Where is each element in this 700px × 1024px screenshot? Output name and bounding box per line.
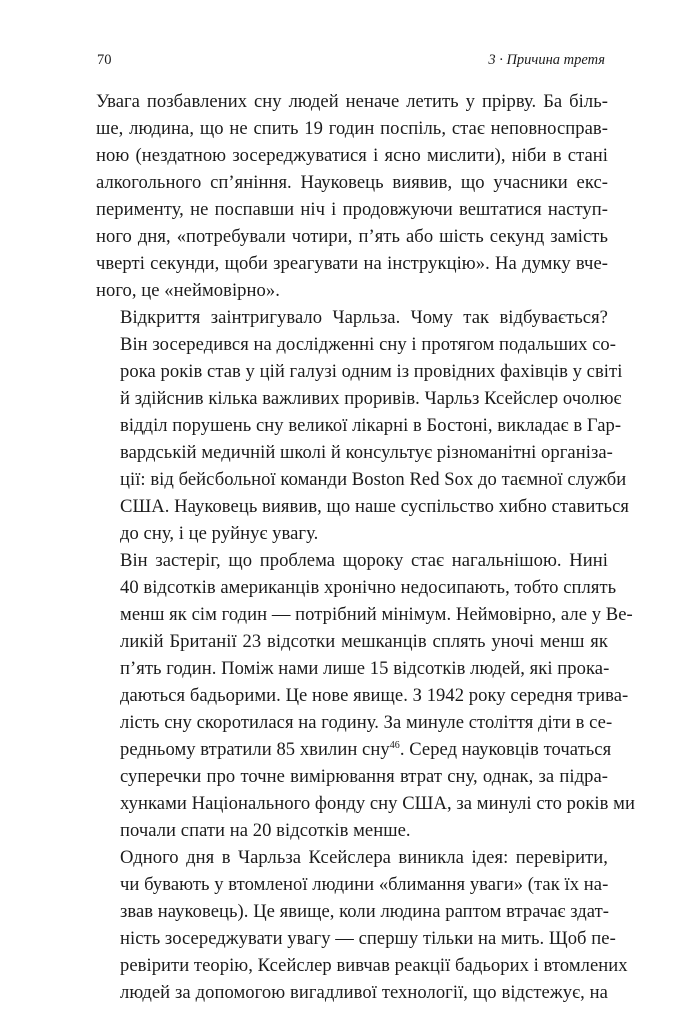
body-text <box>96 88 635 1006</box>
text-line: чверті секунди, щоби зреагувати на інструкцію». На думку вче- <box>96 253 608 274</box>
text-line: менш як сім годин — потрібний мінімум. Неймовірно, але у Ве- <box>120 604 633 625</box>
text-line: ність зосереджувати увагу — спершу тільки на мить. Щоб пе- <box>120 928 616 949</box>
text-line: ше, людина, що не спить 19 годин поспіль, стає неповносправ- <box>96 118 608 139</box>
text-line: ревірити теорію, Ксейслер вивчав реакції бадьорих і втомлених <box>120 955 628 976</box>
text-line: Він застеріг, що проблема щороку стає нагальнішою. Нині <box>120 550 608 571</box>
text-line: перименту, не поспавши ніч і продовжуючи вештатися наступ- <box>96 199 608 220</box>
text-line: звав науковець). Це явище, коли людина раптом втрачає здат- <box>120 901 610 922</box>
text-line: алкогольного сп’яніння. Науковець виявив, що учасники екс- <box>96 172 608 193</box>
text-line: лість сну скоротилася на годину. За минуле століття діти в се- <box>120 712 613 733</box>
text-segment: редньому втратили 85 хвилин сну <box>120 739 390 760</box>
text-line: ною (нездатною зосереджуватися і ясно мислити), ніби в стані <box>96 145 608 166</box>
chapter-running-title: 3 · Причина третя <box>488 52 605 68</box>
text-line: ликій Британії 23 відсотки мешканців сплять уночі менш як <box>120 631 608 652</box>
text-line: чи бувають у втомленої людини «блимання уваги» (так їх на- <box>120 874 609 895</box>
page-number: 70 <box>97 52 112 68</box>
footnote-reference: 46 <box>389 739 400 751</box>
text-line: п’ять годин. Поміж нами лише 15 відсотків людей, які прока- <box>120 658 610 679</box>
text-line: людей за допомогою вигадливої технології, що відстежує, на <box>120 982 608 1003</box>
text-line: до сну, і це руйнує увагу. <box>120 523 319 544</box>
paragraph-3 <box>96 547 635 844</box>
text-line: суперечки про точне вимірювання втрат сну, однак, за підра- <box>120 766 608 787</box>
text-line: Він зосередився на дослідженні сну і протягом подальших со- <box>120 334 617 355</box>
text-line: вардській медичній школі й консультує різноманітні організа- <box>120 442 613 463</box>
text-line: відділ порушень сну великої лікарні в Бостоні, викладає в Гар- <box>120 415 622 436</box>
text-line: США. Науковець виявив, що наше суспільство хибно ставиться <box>120 496 629 517</box>
paragraph-1 <box>96 88 608 304</box>
text-line: Увага позбавлених сну людей неначе летить у прірву. Ба біль- <box>96 91 608 112</box>
text-segment: . Серед науковців точаться <box>399 739 612 760</box>
text-line: почали спати на 20 відсотків менше. <box>120 820 411 841</box>
text-line: даються бадьорими. Це нове явище. З 1942 року середня трива- <box>120 685 629 706</box>
running-header <box>0 52 700 74</box>
paragraph-4 <box>96 844 628 1006</box>
text-line: ного дня, «потребували чотири, п’ять або шість секунд замість <box>96 226 608 247</box>
text-line-with-footnote <box>96 736 612 763</box>
text-line: ції: від бейсбольної команди Boston Red Sox до таємної служби <box>120 469 627 490</box>
text-line: Одного дня в Чарльза Ксейслера виникла ідея: перевірити, <box>120 847 608 868</box>
text-line: рока років став у цій галузі одним із провідних фахівців у світі <box>120 361 623 382</box>
text-line: хунками Національного фонду сну США, за минулі сто років ми <box>120 793 635 814</box>
text-line: ного, це «неймовірно». <box>96 280 280 301</box>
paragraph-2 <box>96 304 629 547</box>
text-line: й здійснив кілька важливих проривів. Чарльз Ксейслер очолює <box>120 388 622 409</box>
text-line: 40 відсотків американців хронічно недосипають, тобто сплять <box>120 577 617 598</box>
text-line: Відкриття заінтригувало Чарльза. Чому так відбувається? <box>120 307 608 328</box>
